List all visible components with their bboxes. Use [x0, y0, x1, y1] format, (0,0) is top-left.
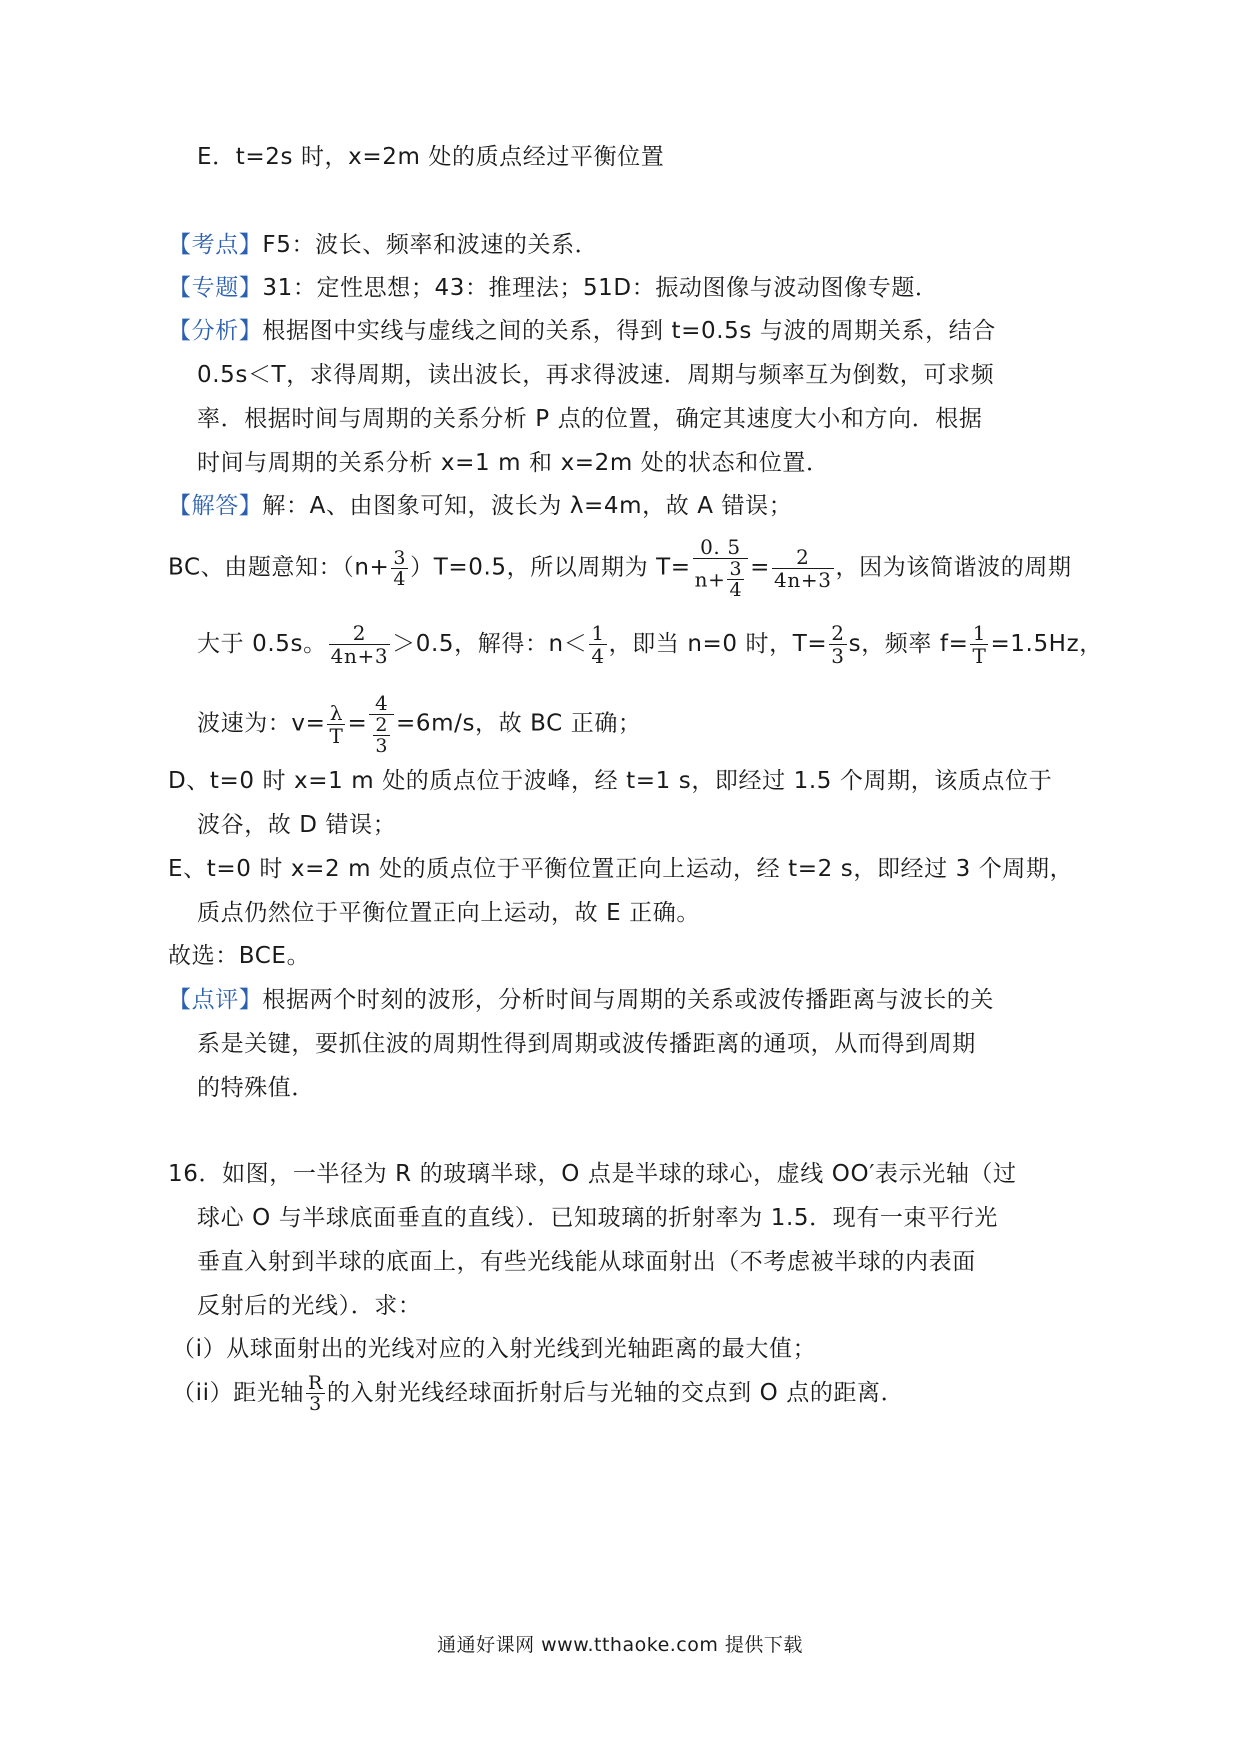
kaodian-text: F5：波长、频率和波速的关系． [262, 232, 599, 258]
denominator-prefix: n+ [694, 567, 726, 592]
fraction [693, 536, 749, 600]
denominator [693, 559, 749, 600]
q16-text: （ii）距光轴 [172, 1380, 304, 1406]
e-line-2: 质点仍然位于平衡位置正向上运动，故 E 正确。 [197, 900, 700, 926]
bc-text: = [750, 554, 771, 581]
denominator: 4 [393, 567, 407, 590]
bc-text: ，即当 n=0 时，T= [608, 631, 828, 657]
fraction [970, 622, 988, 667]
bc-text: ）T=0.5，所以周期为 T= [410, 554, 691, 581]
q16-line-2: 球心 O 与半球底面垂直的直线）．已知玻璃的折射率为 1.5．现有一束平行光 [197, 1205, 998, 1231]
q16-text: 的入射光线经球面折射后与光轴的交点到 O 点的距离． [326, 1380, 905, 1406]
q16-part-2 [172, 1373, 904, 1414]
bc-line-3 [197, 692, 642, 756]
q15-option-e: E．t=2s 时，x=2m 处的质点经过平衡位置 [197, 144, 665, 170]
denominator: 3 [309, 1393, 322, 1415]
fenxi-tag: 【分析】 [168, 318, 263, 344]
fraction [391, 548, 408, 589]
fenxi-line-3: 率．根据时间与周期的关系分析 P 点的位置，确定其速度大小和方向．根据 [197, 406, 983, 432]
numerator: λ [327, 702, 345, 725]
fraction [306, 1373, 325, 1414]
fenxi-text-1: 根据图中实线与虚线之间的关系，得到 t=0.5s 与波的周期关系，结合 [262, 318, 996, 344]
denominator: 4 [591, 644, 605, 668]
bc-text: =6m/s，故 BC 正确； [396, 710, 642, 737]
dianping-line-2: 系是关键，要抓住波的周期性得到周期或波传播距离的通项，从而得到周期 [197, 1031, 976, 1057]
fraction [772, 546, 834, 591]
jieda-line [168, 490, 792, 522]
denominator: 3 [375, 735, 389, 757]
numerator: 2 [375, 714, 389, 736]
bc-text: BC、由题意知：（n+ [168, 554, 390, 581]
numerator: 3 [393, 546, 407, 569]
zhuanti-text: 31：定性思想；43：推理法；51D：振动图像与波动图像专题． [262, 275, 939, 301]
numerator: 1 [970, 622, 988, 645]
denominator: 4n+3 [330, 644, 389, 668]
kaodian-line [168, 229, 598, 261]
q16-line-3: 垂直入射到半球的底面上，有些光线能从球面射出（不考虑被半球的内表面 [197, 1249, 976, 1275]
jieda-text: 解：A、由图象可知，波长为 λ=4m，故 A 错误； [262, 493, 793, 519]
bc-text: 波速为：v= [197, 710, 326, 737]
denominator: 3 [831, 644, 845, 668]
numerator: R [307, 1372, 323, 1394]
numerator: 2 [329, 622, 391, 645]
bc-text: ＞0.5，解得：n＜ [392, 631, 588, 657]
answer-line: 故选：BCE。 [168, 943, 311, 969]
numerator: 1 [591, 621, 605, 645]
denominator: 4 [729, 579, 743, 601]
dianping-text-1: 根据两个时刻的波形，分析时间与周期的关系或波传播距离与波长的关 [262, 987, 995, 1013]
bc-line-2 [197, 622, 1103, 667]
denominator: T [972, 644, 987, 668]
fenxi-line-4: 时间与周期的关系分析 x=1 m 和 x=2m 处的状态和位置． [197, 450, 830, 476]
fraction [589, 622, 606, 667]
bc-text: 大于 0.5s。 [197, 631, 327, 657]
dianping-tag: 【点评】 [168, 987, 263, 1013]
fraction [829, 622, 846, 667]
fenxi-line-1 [168, 315, 996, 347]
kaodian-tag: 【考点】 [168, 232, 263, 258]
fraction [727, 559, 744, 600]
fraction [327, 702, 345, 747]
zhuanti-line [168, 272, 939, 304]
numerator: 4 [369, 692, 394, 715]
bc-text: ，因为该简谐波的周期 [835, 554, 1072, 581]
q16-line-1: 16．如图，一半径为 R 的玻璃半球，O 点是半球的球心，虚线 OO′表示光轴（过 [168, 1161, 1017, 1187]
jieda-tag: 【解答】 [168, 493, 263, 519]
d-line-1: D、t=0 时 x=1 m 处的质点位于波峰，经 t=1 s，即经过 1.5 个周期，该质点位于 [168, 768, 1053, 794]
q16-part-1: （i）从球面射出的光线对应的入射光线到光轴距离的最大值； [172, 1336, 817, 1362]
bc-text: = [347, 710, 368, 737]
numerator: 0. 5 [693, 536, 749, 559]
e-line-1: E、t=0 时 x=2 m 处的质点位于平衡位置正向上运动，经 t=2 s，即经过 3 个周期， [168, 856, 1074, 882]
q16-line-4: 反射后的光线）．求： [197, 1293, 422, 1319]
denominator: 4n+3 [774, 567, 832, 592]
fraction [329, 622, 391, 667]
dianping-line-1 [168, 984, 994, 1016]
fraction [369, 692, 394, 756]
dianping-line-3: 的特殊值． [197, 1075, 315, 1101]
d-line-2: 波谷，故 D 错误； [197, 812, 397, 838]
bc-text: =1.5Hz， [990, 631, 1103, 657]
numerator: 3 [729, 558, 743, 580]
numerator: 2 [772, 546, 834, 569]
fenxi-line-2: 0.5s＜T，求得周期，读出波长，再求得波速．周期与频率互为倒数，可求频 [197, 362, 995, 388]
numerator: 2 [831, 621, 845, 645]
denominator: T [329, 723, 344, 748]
denominator [369, 715, 394, 756]
fraction [373, 715, 390, 756]
page-footer: 通通好课网 www.tthaoke.com 提供下载 [437, 1634, 803, 1656]
bc-text: s，频率 f= [848, 631, 969, 657]
bc-line-1 [168, 536, 1072, 600]
zhuanti-tag: 【专题】 [168, 275, 263, 301]
